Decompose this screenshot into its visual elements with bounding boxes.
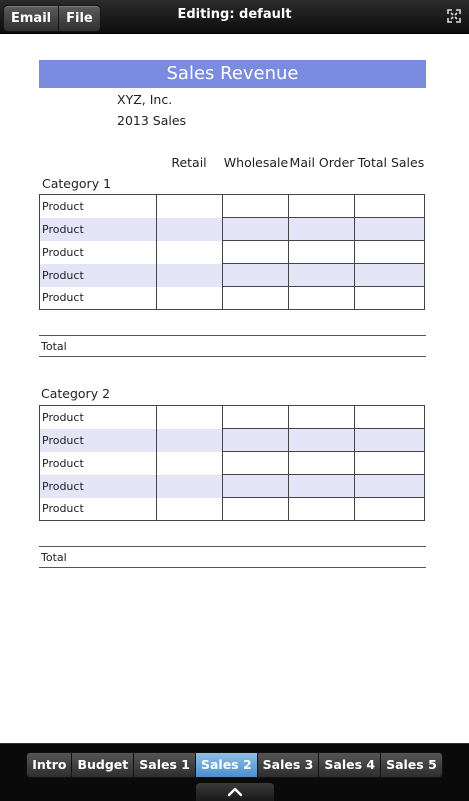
cell-mail-order[interactable] bbox=[289, 498, 355, 521]
cell-wholesale[interactable] bbox=[223, 195, 289, 218]
file-button[interactable]: File bbox=[59, 5, 101, 32]
table-row bbox=[40, 287, 425, 310]
sheet-tabs bbox=[0, 752, 469, 778]
table-row bbox=[40, 452, 425, 475]
cell-total-sales[interactable] bbox=[355, 475, 425, 498]
category-1-table bbox=[39, 194, 425, 310]
table-row bbox=[40, 218, 425, 241]
table-row bbox=[40, 406, 425, 429]
cell-mail-order[interactable] bbox=[289, 218, 355, 241]
row-label: Product bbox=[40, 218, 157, 241]
cell-mail-order[interactable] bbox=[289, 264, 355, 287]
table-row bbox=[40, 475, 425, 498]
cell-mail-order[interactable] bbox=[289, 195, 355, 218]
cell-total-sales[interactable] bbox=[355, 429, 425, 452]
category-2-table bbox=[39, 405, 425, 521]
table-row bbox=[40, 241, 425, 264]
sheet-tab-bar bbox=[0, 743, 469, 801]
category-label: Category 2 bbox=[41, 386, 111, 401]
cell-mail-order[interactable] bbox=[289, 452, 355, 475]
fullscreen-icon[interactable] bbox=[447, 9, 461, 23]
chevron-up-icon bbox=[226, 786, 244, 798]
row-label: Product bbox=[42, 245, 84, 259]
row-label: Product bbox=[40, 475, 157, 498]
tab-sales-2[interactable]: Sales 2 bbox=[196, 752, 258, 778]
tab-budget[interactable]: Budget bbox=[72, 752, 134, 778]
row-label: Product bbox=[40, 429, 157, 452]
cell-total-sales[interactable] bbox=[355, 264, 425, 287]
tab-sales-4[interactable]: Sales 4 bbox=[319, 752, 381, 778]
cell-mail-order[interactable] bbox=[289, 429, 355, 452]
cell-total-sales[interactable] bbox=[355, 406, 425, 429]
table-row bbox=[40, 498, 425, 521]
column-header-wholesale: Wholesale bbox=[223, 155, 289, 170]
column-header-retail: Retail bbox=[171, 155, 207, 170]
cell-mail-order[interactable] bbox=[289, 287, 355, 310]
table-row bbox=[40, 264, 425, 287]
cell-wholesale[interactable] bbox=[223, 406, 289, 429]
cell-total-sales[interactable] bbox=[355, 195, 425, 218]
category-1-total-row: Total bbox=[39, 335, 426, 357]
table-row bbox=[40, 195, 425, 218]
cell-total-sales[interactable] bbox=[355, 498, 425, 521]
row-label: Product bbox=[42, 502, 84, 516]
cell-wholesale[interactable] bbox=[223, 452, 289, 475]
cell-mail-order[interactable] bbox=[289, 241, 355, 264]
email-button[interactable]: Email bbox=[3, 5, 59, 32]
row-label: Product bbox=[42, 199, 84, 213]
cell-total-sales[interactable] bbox=[355, 287, 425, 310]
cell-retail[interactable] bbox=[157, 475, 223, 498]
row-label: Product bbox=[42, 410, 84, 424]
cell-total-sales[interactable] bbox=[355, 241, 425, 264]
cell-retail[interactable] bbox=[157, 218, 223, 241]
row-label: Product bbox=[42, 456, 84, 470]
row-label: Product bbox=[42, 291, 84, 305]
document-subtitle: 2013 Sales bbox=[117, 113, 187, 128]
cell-retail[interactable] bbox=[157, 429, 223, 452]
editing-title: Editing: default bbox=[177, 7, 292, 22]
cell-total-sales[interactable] bbox=[355, 452, 425, 475]
tab-sales-1[interactable]: Sales 1 bbox=[134, 752, 196, 778]
cell-mail-order[interactable] bbox=[289, 475, 355, 498]
cell-retail[interactable] bbox=[157, 452, 223, 475]
company-name: XYZ, Inc. bbox=[117, 92, 173, 107]
category-2-total-row: Total bbox=[39, 546, 426, 568]
top-toolbar bbox=[0, 0, 469, 34]
cell-wholesale[interactable] bbox=[223, 241, 289, 264]
panel-handle[interactable] bbox=[196, 783, 274, 801]
column-header-mail-order: Mail Order bbox=[289, 155, 355, 170]
cell-retail[interactable] bbox=[157, 498, 223, 521]
cell-wholesale[interactable] bbox=[223, 218, 289, 241]
cell-wholesale[interactable] bbox=[223, 264, 289, 287]
cell-retail[interactable] bbox=[157, 287, 223, 310]
row-label: Product bbox=[40, 264, 157, 287]
tab-sales-3[interactable]: Sales 3 bbox=[258, 752, 320, 778]
tab-sales-5[interactable]: Sales 5 bbox=[381, 752, 443, 778]
tab-intro[interactable]: Intro bbox=[26, 752, 72, 778]
cell-wholesale[interactable] bbox=[223, 498, 289, 521]
cell-wholesale[interactable] bbox=[223, 429, 289, 452]
cell-retail[interactable] bbox=[157, 241, 223, 264]
column-header-total-sales: Total Sales bbox=[357, 155, 425, 170]
cell-mail-order[interactable] bbox=[289, 406, 355, 429]
cell-wholesale[interactable] bbox=[223, 287, 289, 310]
document-title: Sales Revenue bbox=[39, 60, 426, 88]
cell-retail[interactable] bbox=[157, 264, 223, 287]
cell-retail[interactable] bbox=[157, 406, 223, 429]
cell-total-sales[interactable] bbox=[355, 218, 425, 241]
category-label: Category 1 bbox=[42, 176, 112, 191]
cell-retail[interactable] bbox=[157, 195, 223, 218]
table-row bbox=[40, 429, 425, 452]
cell-wholesale[interactable] bbox=[223, 475, 289, 498]
